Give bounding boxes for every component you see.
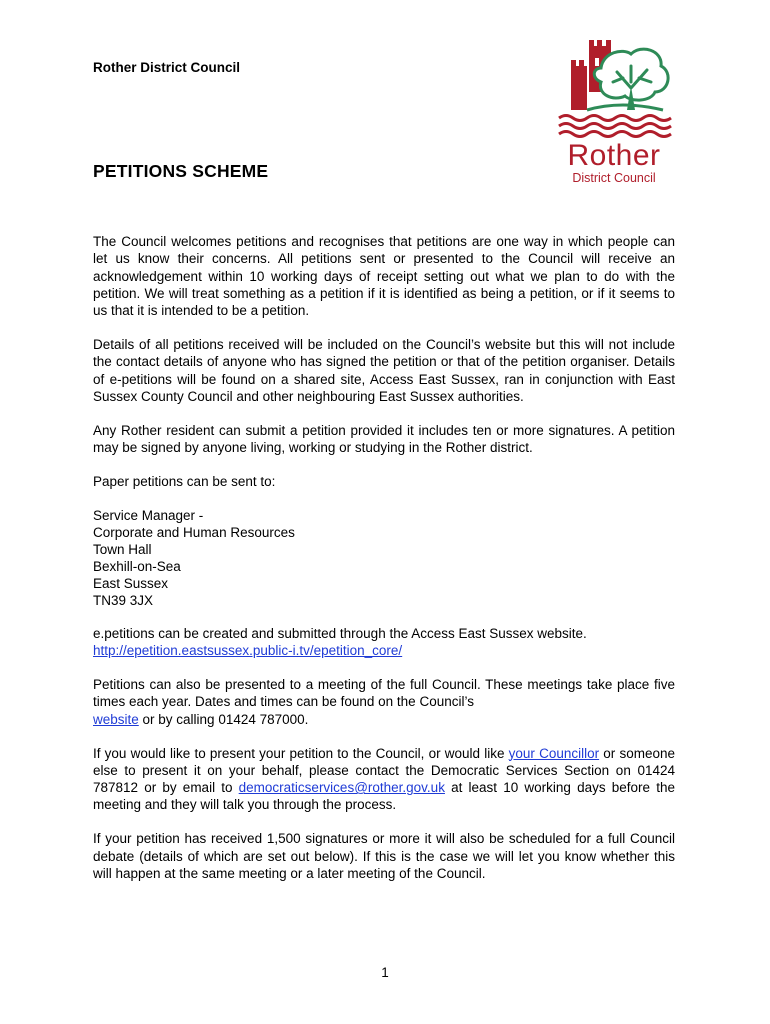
address-line: Corporate and Human Resources <box>93 524 295 540</box>
page-number: 1 <box>381 965 389 980</box>
present-petition-contact-text: or someone else to present it on your behalf, please contact the Democratic Services Section on 01424 787812 or by email to <box>93 745 675 796</box>
paragraph-website-details: Details of all petitions received will be included on the Council’s website but this will not include the contact details of anyone who has signed the petition or that of the petition organiser. Details of e-petitions will be found on a shared site, Access East Sussex, ran in conjunction with East Sussex County Council and other neighbouring East Sussex authorities. <box>93 336 675 404</box>
logo-subtitle: District Council <box>572 171 656 185</box>
address-line: Town Hall <box>93 541 152 557</box>
paragraph-present-petition <box>93 745 675 814</box>
paragraph-who-can-submit: Any Rother resident can submit a petition provided it includes ten or more signatures. A petition may be signed by anyone living, working or studying in the Rother district. <box>93 422 675 455</box>
page-title: PETITIONS SCHEME <box>93 161 269 181</box>
paragraph-debate-threshold: If your petition has received 1,500 signatures or more it will also be scheduled for a full Council debate (details of which are set out below). If this is the case we will let you know whether this will happen at the same meeting or a later meeting of the Council. <box>93 831 675 881</box>
paragraph-full-council <box>93 676 675 728</box>
castle-tree-waves-logo-icon <box>551 38 677 140</box>
address-line: East Sussex <box>93 575 169 591</box>
paragraph-intro: The Council welcomes petitions and recognises that petitions are one way in which people can let us know their concerns. All petitions sent or presented to the Council will receive an acknowledgement within 10 working days of receipt setting out what we plan to do with the petition. We will treat something as a petition if it is identified as being a petition, or if it seems to us that it is intended to be a petition. <box>93 234 675 319</box>
present-petition-deadline-text: at least 10 working days before the meeting and they will talk you through the process. <box>93 780 675 813</box>
council-logo <box>551 38 677 188</box>
logo-wordmark: Rother <box>567 139 661 172</box>
website-link[interactable]: website <box>93 711 139 727</box>
epetitions-text: e.petitions can be created and submitted through the Access East Sussex website. <box>93 626 587 642</box>
paragraph-epetitions <box>93 625 675 660</box>
present-petition-text: If you would like to present your petition to the Council, or would like <box>93 745 509 761</box>
paragraph-paper-petitions: Paper petitions can be sent to: <box>93 473 276 489</box>
organisation-name: Rother District Council <box>93 60 241 75</box>
address-line: TN39 3JX <box>93 592 154 608</box>
address-line: Service Manager - <box>93 507 204 523</box>
postal-address <box>93 507 675 609</box>
document-body <box>93 233 675 899</box>
address-line: Bexhill-on-Sea <box>93 558 181 574</box>
your-councillor-link[interactable]: your Councillor <box>508 745 600 761</box>
epetition-site-link[interactable]: http://epetition.eastsussex.public-i.tv/epetition_core/ <box>93 643 403 659</box>
full-council-phone-text: or by calling 01424 787000. <box>138 711 309 727</box>
full-council-text: Petitions can also be presented to a meeting of the full Council. These meetings take place five times each year. Dates and times can be found on the Council’s <box>93 677 675 710</box>
email-link[interactable]: democraticservices@rother.gov.uk <box>238 780 445 796</box>
